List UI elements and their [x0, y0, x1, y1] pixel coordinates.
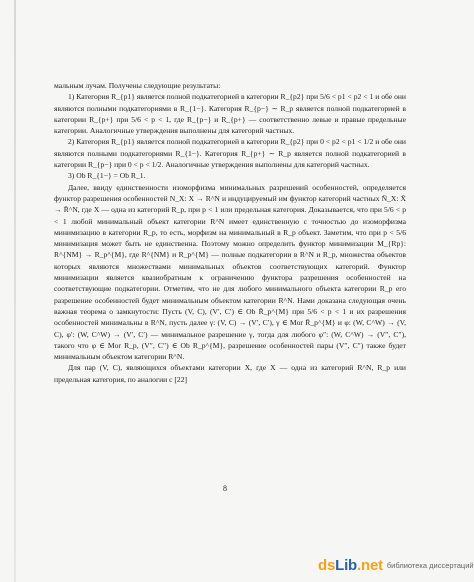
paragraph: 3) Ob R_{1−} = Ob R_1. [68, 171, 146, 181]
paragraph: Далее, ввиду единственности изоморфизма минимальных разрешений особенностей, определяется функтор разрешения особенностей N_X: X → R^N и индуцируемый им функтор категорий частных N̄_X: X̄ → R̄^N, где X — одна из категорий R_p, при p < 1 или предельная категория. Доказывается, что при 5/6 < p < 1 любой минимальный объект категории R^N имеет единственную с точностью до изоморфизма минимизацию в категории R_p, то есть, морфизм на минимальный в R_p объект. Заметим, что при p < 5/6 минимизация может быть не единственна. Поэтому можно определить функтор минимизации M_{Rp}: R^{NM} → R_p^{M}, где R^{NM} и R_p^{M} — полные подкатегории в R^N и R_p, множества объектов которых являются множествами минимальных объектов соответствующих категорий. Функтор минимизации является квазиобратным к ограничению функтора разрешения особенностей на соответствующие подкатегории. Отметим, что не для любого минимального объекта категории R_p его разрешение особенностей будет минимальным объектом категории R^N. Нами доказана следующая очень важная теорема о замкнутости: Пусть (V, C), (V′, C′) ∈ Ob R̄_p^{M} при 5/6 < p < 1 и их разрешения особенностей минимальны в R^N, пусть далее γ: (V, C) → (V′, C′), γ ∈ Mor R̄_p^{M} и φ: (W, C^W) → (V, C), φ′: (W, C^W) → (V′, C′) — минимальное разрешение γ, тогда для любого φ″: (W, C^W) → (V″, C″), такого что φ ∈ Mor R_p, (V″, C″) ∈ Ob R_p^{M}, разрешение особенностей пары (V″, C″) также будет минимальным объектом категории R^N. [54, 182, 406, 362]
document-page [54, 80, 406, 385]
scan-edge [14, 0, 16, 582]
paragraph: Для пар (V, C), являющихся объектами категории X, где X — одна из категорий R^N, R_p или предельная категория, по аналогии с [22] [54, 363, 406, 384]
paragraph: мальным лучам. Получены следующие результаты: [54, 81, 221, 90]
watermark-caption: библиотека диссертаций [386, 560, 474, 570]
paragraph: 2) Категория R_{p1} является полной подкатегорией в категории R_{p2} при 0 < p2 < p1 < 1/2 и обе они являются полными подкатегориями R_{1−}. Категория R_{p+} ∼ R_p является полной подкатегорией в категории R_{p−} при 0 < p < 1/2. Аналогичные утверждения выполнены для категорий частных. [54, 137, 406, 170]
watermark-logo: dsLib.net [318, 556, 383, 574]
watermark [318, 555, 474, 575]
page-number: 8 [223, 484, 227, 493]
paragraph: 1) Категория R_{p1} является полной подкатегорией в категории R_{p2} при 5/6 < p1 < p2 < 1 и обе они являются полными подкатегориями в R_{1−}. Категория R_{p−} ∼ R_p является полной подкатегорией в категории R_{p+} при 5/6 < p < 1, где R_{p−} и R_{p+} — соответственно левые и правые предельные категории. Аналогичные утверждения выполнены для категорий частных. [54, 92, 406, 136]
